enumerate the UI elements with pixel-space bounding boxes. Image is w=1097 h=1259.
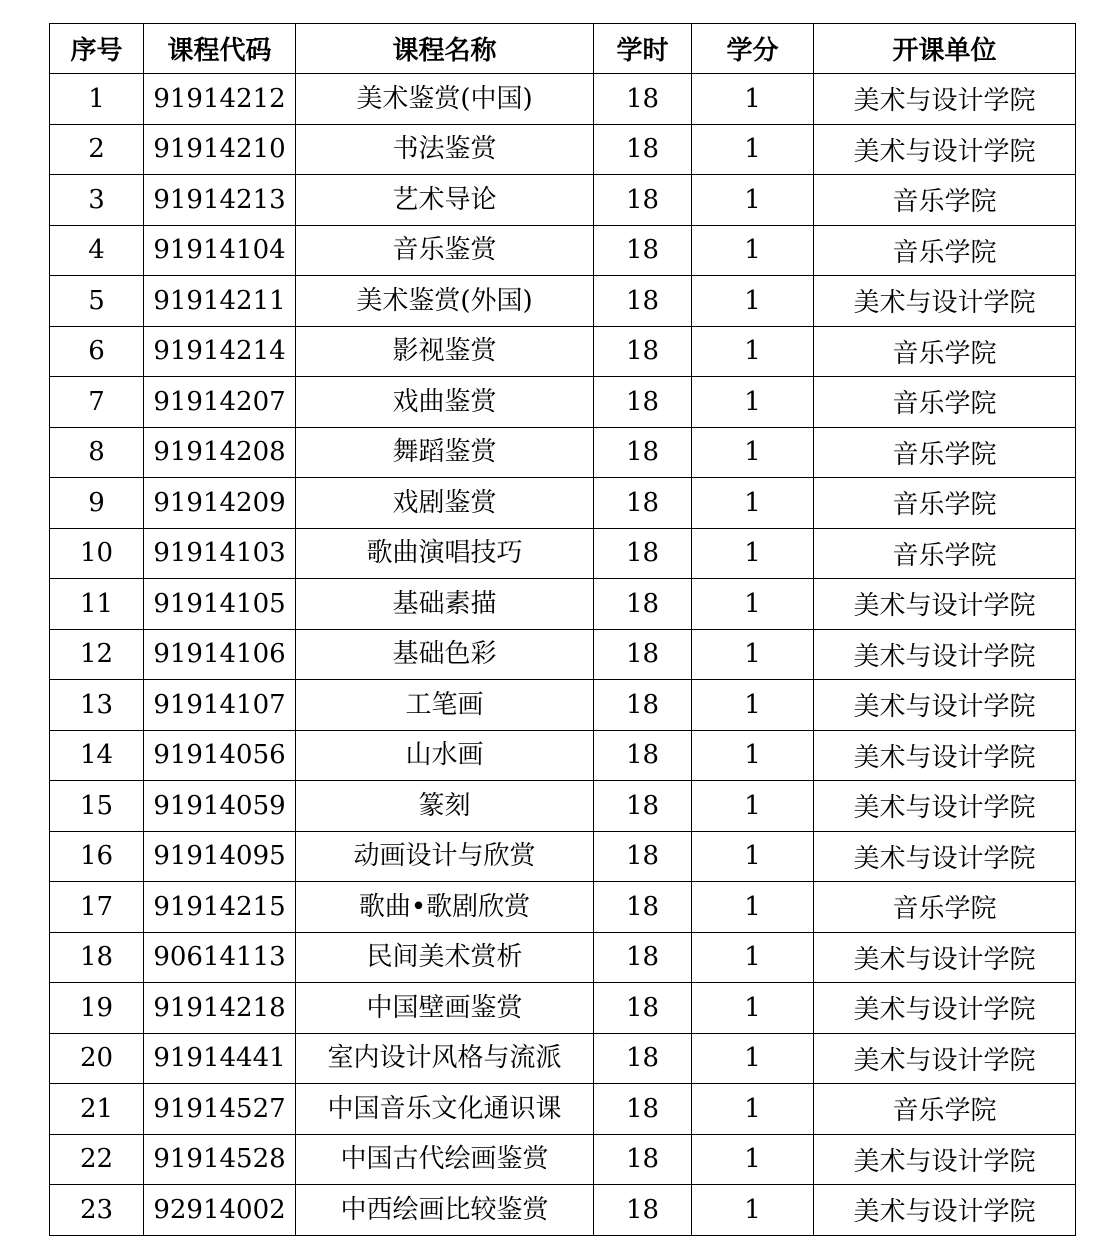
cell-credits: 1 <box>692 730 814 781</box>
table-row <box>50 74 1076 125</box>
course-name-text: 戏曲鉴赏 <box>392 386 497 417</box>
table-row <box>50 629 1076 680</box>
cell-credits: 1 <box>692 276 814 327</box>
cell-name <box>296 326 594 377</box>
cell-hours: 18 <box>594 882 692 933</box>
cell-code: 91914528 <box>144 1134 296 1185</box>
cell-department: 美术与设计学院 <box>814 983 1076 1034</box>
cell-department: 音乐学院 <box>814 427 1076 478</box>
cell-code: 91914209 <box>144 478 296 529</box>
cell-code: 91914056 <box>144 730 296 781</box>
cell-index: 1 <box>50 74 144 125</box>
cell-credits: 1 <box>692 680 814 731</box>
course-name-text: 中国壁画鉴赏 <box>366 992 523 1023</box>
cell-index: 23 <box>50 1185 144 1236</box>
course-name-text: 工笔画 <box>405 689 484 720</box>
cell-credits: 1 <box>692 781 814 832</box>
cell-code: 91914207 <box>144 377 296 428</box>
cell-hours: 18 <box>594 1033 692 1084</box>
cell-hours: 18 <box>594 932 692 983</box>
cell-credits: 1 <box>692 882 814 933</box>
table-row <box>50 983 1076 1034</box>
cell-name <box>296 932 594 983</box>
cell-credits: 1 <box>692 427 814 478</box>
table-row <box>50 528 1076 579</box>
cell-department: 音乐学院 <box>814 175 1076 226</box>
cell-department: 美术与设计学院 <box>814 781 1076 832</box>
cell-code: 91914210 <box>144 124 296 175</box>
cell-department: 音乐学院 <box>814 377 1076 428</box>
cell-index: 12 <box>50 629 144 680</box>
cell-credits: 1 <box>692 124 814 175</box>
cell-name <box>296 579 594 630</box>
table-row <box>50 124 1076 175</box>
cell-department: 美术与设计学院 <box>814 1033 1076 1084</box>
table-row <box>50 781 1076 832</box>
cell-code: 91914212 <box>144 74 296 125</box>
table-header <box>50 24 1076 74</box>
table-body <box>50 74 1076 1236</box>
cell-index: 11 <box>50 579 144 630</box>
cell-hours: 18 <box>594 124 692 175</box>
cell-department: 美术与设计学院 <box>814 124 1076 175</box>
cell-index: 7 <box>50 377 144 428</box>
cell-hours: 18 <box>594 1134 692 1185</box>
cell-credits: 1 <box>692 932 814 983</box>
cell-code: 91914441 <box>144 1033 296 1084</box>
cell-index: 4 <box>50 225 144 276</box>
cell-code: 91914215 <box>144 882 296 933</box>
table-row <box>50 680 1076 731</box>
table-row <box>50 175 1076 226</box>
cell-hours: 18 <box>594 1185 692 1236</box>
cell-name <box>296 882 594 933</box>
cell-name <box>296 831 594 882</box>
cell-hours: 18 <box>594 629 692 680</box>
cell-credits: 1 <box>692 377 814 428</box>
cell-credits: 1 <box>692 1185 814 1236</box>
cell-index: 19 <box>50 983 144 1034</box>
cell-hours: 18 <box>594 276 692 327</box>
cell-name <box>296 276 594 327</box>
cell-hours: 18 <box>594 478 692 529</box>
cell-code: 91914218 <box>144 983 296 1034</box>
cell-index: 15 <box>50 781 144 832</box>
table-row <box>50 377 1076 428</box>
header-hours: 学时 <box>594 24 692 74</box>
cell-index: 8 <box>50 427 144 478</box>
cell-department: 美术与设计学院 <box>814 1134 1076 1185</box>
cell-name <box>296 781 594 832</box>
header-credits: 学分 <box>692 24 814 74</box>
cell-credits: 1 <box>692 1134 814 1185</box>
course-name-text: 舞蹈鉴赏 <box>392 437 497 468</box>
cell-department: 音乐学院 <box>814 225 1076 276</box>
cell-credits: 1 <box>692 225 814 276</box>
table-row <box>50 730 1076 781</box>
header-row <box>50 24 1076 74</box>
course-name-text: 音乐鉴赏 <box>392 235 497 266</box>
cell-hours: 18 <box>594 983 692 1034</box>
cell-name <box>296 427 594 478</box>
cell-hours: 18 <box>594 528 692 579</box>
course-name-text: 中西绘画比较鉴赏 <box>340 1194 549 1225</box>
cell-name <box>296 1033 594 1084</box>
course-name-text: 艺术导论 <box>392 184 497 215</box>
table-row <box>50 1033 1076 1084</box>
cell-credits: 1 <box>692 528 814 579</box>
cell-code: 91914107 <box>144 680 296 731</box>
cell-code: 92914002 <box>144 1185 296 1236</box>
course-name-text: 动画设计与欣赏 <box>353 841 536 872</box>
table-row <box>50 225 1076 276</box>
cell-hours: 18 <box>594 175 692 226</box>
cell-hours: 18 <box>594 326 692 377</box>
cell-hours: 18 <box>594 680 692 731</box>
cell-department: 美术与设计学院 <box>814 629 1076 680</box>
cell-hours: 18 <box>594 579 692 630</box>
cell-name <box>296 478 594 529</box>
cell-name <box>296 1084 594 1135</box>
header-name: 课程名称 <box>296 24 594 74</box>
table-row <box>50 427 1076 478</box>
course-name-text: 民间美术赏析 <box>366 942 523 973</box>
cell-credits: 1 <box>692 175 814 226</box>
cell-department: 音乐学院 <box>814 528 1076 579</box>
course-name-text: 中国古代绘画鉴赏 <box>340 1144 549 1175</box>
cell-credits: 1 <box>692 629 814 680</box>
cell-code: 90614113 <box>144 932 296 983</box>
course-name-text: 歌曲演唱技巧 <box>366 538 523 569</box>
course-name-text: 篆刻 <box>418 790 471 821</box>
course-name-text: 影视鉴赏 <box>392 336 497 367</box>
table-row <box>50 932 1076 983</box>
table-row <box>50 276 1076 327</box>
cell-credits: 1 <box>692 326 814 377</box>
cell-index: 2 <box>50 124 144 175</box>
cell-index: 14 <box>50 730 144 781</box>
table-row <box>50 1134 1076 1185</box>
cell-index: 17 <box>50 882 144 933</box>
table-row <box>50 1084 1076 1135</box>
cell-code: 91914104 <box>144 225 296 276</box>
table-row <box>50 579 1076 630</box>
course-name-text: 基础色彩 <box>392 639 497 670</box>
cell-index: 20 <box>50 1033 144 1084</box>
header-code: 课程代码 <box>144 24 296 74</box>
cell-hours: 18 <box>594 74 692 125</box>
course-name-text: 美术鉴赏(中国) <box>356 83 533 114</box>
cell-index: 13 <box>50 680 144 731</box>
cell-name <box>296 730 594 781</box>
cell-credits: 1 <box>692 74 814 125</box>
cell-code: 91914103 <box>144 528 296 579</box>
cell-department: 音乐学院 <box>814 326 1076 377</box>
cell-credits: 1 <box>692 579 814 630</box>
course-name-text: 基础素描 <box>392 588 497 619</box>
cell-department: 美术与设计学院 <box>814 730 1076 781</box>
cell-name <box>296 1134 594 1185</box>
cell-hours: 18 <box>594 225 692 276</box>
cell-credits: 1 <box>692 983 814 1034</box>
cell-name <box>296 225 594 276</box>
cell-department: 音乐学院 <box>814 478 1076 529</box>
cell-hours: 18 <box>594 1084 692 1135</box>
cell-index: 9 <box>50 478 144 529</box>
header-index: 序号 <box>50 24 144 74</box>
cell-name <box>296 175 594 226</box>
cell-credits: 1 <box>692 831 814 882</box>
cell-department: 美术与设计学院 <box>814 579 1076 630</box>
table-row <box>50 882 1076 933</box>
cell-department: 美术与设计学院 <box>814 276 1076 327</box>
table-row <box>50 831 1076 882</box>
cell-index: 22 <box>50 1134 144 1185</box>
cell-index: 21 <box>50 1084 144 1135</box>
cell-name <box>296 528 594 579</box>
header-department: 开课单位 <box>814 24 1076 74</box>
cell-name <box>296 983 594 1034</box>
cell-name <box>296 629 594 680</box>
cell-credits: 1 <box>692 478 814 529</box>
cell-code: 91914213 <box>144 175 296 226</box>
cell-department: 美术与设计学院 <box>814 680 1076 731</box>
course-name-text: 美术鉴赏(外国) <box>356 285 533 316</box>
course-table <box>49 23 1076 1236</box>
cell-name <box>296 124 594 175</box>
cell-index: 3 <box>50 175 144 226</box>
table-row <box>50 478 1076 529</box>
table-row <box>50 326 1076 377</box>
cell-code: 91914106 <box>144 629 296 680</box>
cell-index: 5 <box>50 276 144 327</box>
cell-index: 10 <box>50 528 144 579</box>
course-name-text: 山水画 <box>405 740 484 771</box>
course-name-text: 书法鉴赏 <box>392 134 497 165</box>
cell-hours: 18 <box>594 831 692 882</box>
course-name-text: 中国音乐文化通识课 <box>327 1093 562 1124</box>
cell-name <box>296 74 594 125</box>
course-name-text: 戏剧鉴赏 <box>392 487 497 518</box>
cell-code: 91914095 <box>144 831 296 882</box>
cell-code: 91914214 <box>144 326 296 377</box>
cell-index: 16 <box>50 831 144 882</box>
cell-index: 6 <box>50 326 144 377</box>
cell-department: 美术与设计学院 <box>814 1185 1076 1236</box>
cell-department: 美术与设计学院 <box>814 831 1076 882</box>
cell-index: 18 <box>50 932 144 983</box>
course-name-text: 歌曲•歌剧欣赏 <box>358 891 531 922</box>
cell-credits: 1 <box>692 1084 814 1135</box>
cell-hours: 18 <box>594 730 692 781</box>
cell-code: 91914059 <box>144 781 296 832</box>
cell-department: 音乐学院 <box>814 1084 1076 1135</box>
cell-department: 美术与设计学院 <box>814 932 1076 983</box>
table-row <box>50 1185 1076 1236</box>
cell-name <box>296 1185 594 1236</box>
cell-code: 91914211 <box>144 276 296 327</box>
cell-hours: 18 <box>594 377 692 428</box>
cell-department: 音乐学院 <box>814 882 1076 933</box>
cell-name <box>296 680 594 731</box>
cell-credits: 1 <box>692 1033 814 1084</box>
cell-hours: 18 <box>594 427 692 478</box>
cell-name <box>296 377 594 428</box>
cell-code: 91914527 <box>144 1084 296 1135</box>
cell-code: 91914105 <box>144 579 296 630</box>
course-name-text: 室内设计风格与流派 <box>327 1043 562 1074</box>
cell-hours: 18 <box>594 781 692 832</box>
cell-department: 美术与设计学院 <box>814 74 1076 125</box>
cell-code: 91914208 <box>144 427 296 478</box>
